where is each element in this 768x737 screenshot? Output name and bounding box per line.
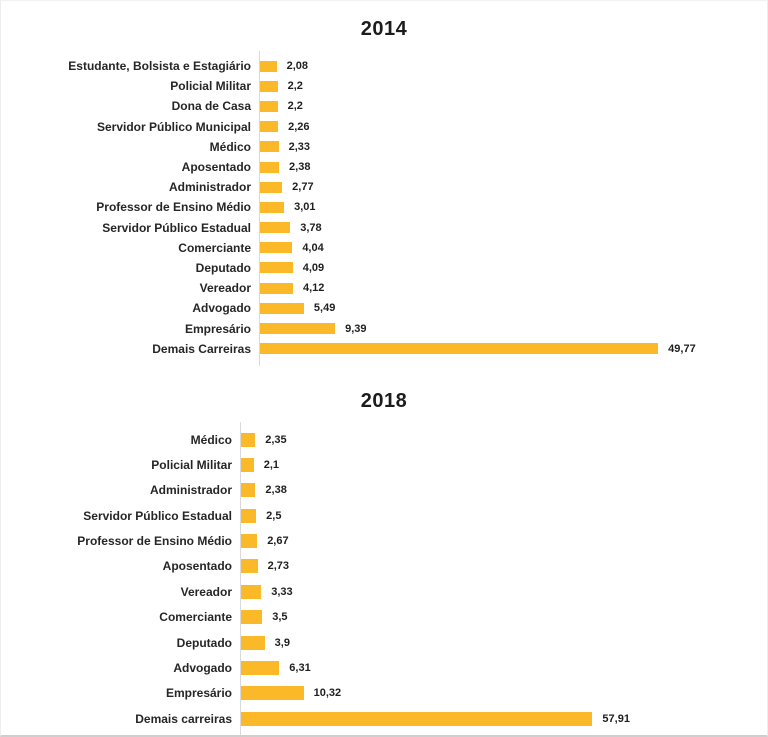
bar-track [260,218,660,238]
bar-track [260,76,660,96]
category-label: Empresário [184,321,251,336]
category-label: Professor de Ensino Médio [96,200,251,215]
chart-title-2018: 2018 [360,389,408,412]
bar [260,242,292,253]
value-label: 2,08 [286,60,309,73]
value-label: 2,73 [267,560,289,573]
chart-row [1,238,767,258]
category-label: Vereador [199,281,251,296]
bar-track [260,318,660,338]
chart-row [1,427,767,452]
value-label: 5,49 [313,302,336,315]
bar [241,712,592,726]
category-label: Estudante, Bolsista e Estagiário [68,59,251,74]
bar [260,323,335,334]
value-label: 2,2 [287,80,303,93]
bar [241,433,255,447]
bar-track [241,452,593,477]
bar-track [241,681,593,706]
bar-track [260,56,660,76]
bar-track [260,197,660,217]
category-label: Dona de Casa [171,99,251,114]
chart-row [1,177,767,197]
category-label: Policial Militar [170,79,251,94]
chart-row [1,630,767,655]
category-label: Empresário [165,686,232,701]
chart-row [1,528,767,553]
bar-track [241,528,593,553]
bar [241,661,279,675]
category-label: Médico [190,432,232,447]
bar [260,101,278,112]
chart-row [1,554,767,579]
chart-2018 [1,359,767,732]
chart-row [1,117,767,137]
bar-track [260,278,660,298]
value-label: 2,38 [289,161,311,174]
bar [260,262,293,273]
bar-track [241,579,593,604]
chart-row [1,706,767,731]
value-label: 3,78 [300,221,322,234]
value-label: 4,12 [302,282,325,295]
bar [260,182,282,193]
value-label: 3,5 [272,611,288,624]
bar-track [260,137,660,157]
value-label: 3,33 [271,585,293,598]
category-label: Médico [209,139,251,154]
value-label: 49,77 [668,342,696,355]
chart-2014-rows [1,56,767,359]
value-label: 2,26 [288,120,310,133]
bar [260,81,278,92]
value-label: 6,31 [289,662,311,675]
chart-row [1,137,767,157]
category-label: Administrador [168,180,251,195]
bar [260,61,277,72]
bar [241,585,261,599]
chart-row [1,278,767,298]
category-label: Policial Militar [151,457,232,472]
chart-row [1,579,767,604]
bar-track [241,706,630,731]
value-label: 4,09 [302,261,325,274]
bar [241,483,255,497]
value-label: 2,38 [265,484,287,497]
chart-2014 [1,1,767,359]
bar-track [260,339,696,359]
bar [260,141,279,152]
bar [260,222,290,233]
category-label: Comerciante [159,610,232,625]
chart-row [1,96,767,116]
bar-track [260,157,660,177]
chart-row [1,76,767,96]
bar-track [241,605,593,630]
chart-row [1,197,767,217]
bar-track [260,177,660,197]
value-label: 57,91 [602,712,630,725]
bar-track [260,298,660,318]
chart-row [1,298,767,318]
bar-track [241,427,593,452]
category-label: Demais Carreiras [152,341,251,356]
chart-row [1,655,767,680]
chart-row [1,157,767,177]
bar-track [260,258,660,278]
value-label: 2,2 [287,100,303,113]
category-label: Deputado [195,260,251,275]
chart-title-2014: 2014 [360,18,408,40]
bar-track [260,238,660,258]
chart-row [1,478,767,503]
value-label: 9,39 [345,322,367,335]
category-label: Servidor Público Municipal [96,119,251,134]
category-label: Demais carreiras [135,711,232,726]
value-label: 2,67 [267,535,289,548]
value-label: 2,5 [266,509,282,522]
bar-track [260,117,660,137]
chart-row [1,218,767,238]
bar-track [241,655,593,680]
value-label: 3,01 [294,201,316,214]
bar-track [241,554,593,579]
chart-row [1,339,767,359]
bar [241,559,258,573]
bar [241,509,256,523]
bar [241,534,257,548]
bar [241,686,304,700]
chart-row [1,605,767,630]
category-label: Administrador [149,483,232,498]
chart-row [1,258,767,278]
chart-row [1,681,767,706]
chart-row [1,503,767,528]
bar [260,283,293,294]
bar-track [241,630,593,655]
bar [241,610,262,624]
category-label: Aposentado [162,559,232,574]
bar [241,458,254,472]
category-label: Comerciante [178,240,251,255]
bar-track [241,503,593,528]
category-label: Professor de Ensino Médio [77,534,232,549]
value-label: 2,1 [263,458,280,471]
bar-track [241,478,593,503]
category-label: Vereador [180,584,232,599]
chart-row [1,452,767,477]
bar [260,303,304,314]
category-label: Servidor Público Estadual [102,220,251,235]
chart-row [1,318,767,338]
bar [260,343,658,354]
chart-row [1,56,767,76]
bar [241,636,265,650]
category-label: Advogado [173,661,232,676]
bar [260,162,279,173]
bar [260,202,284,213]
chart-2018-rows [1,427,767,732]
value-label: 2,77 [292,181,314,194]
category-label: Deputado [176,635,232,650]
value-label: 2,33 [288,140,311,153]
bar-track [260,96,660,116]
bar [260,121,278,132]
category-label: Advogado [192,301,251,316]
value-label: 4,04 [302,241,324,254]
value-label: 3,9 [274,636,290,649]
value-label: 10,32 [313,687,342,700]
value-label: 2,35 [265,433,287,446]
category-label: Servidor Público Estadual [83,508,232,523]
category-label: Aposentado [181,160,251,175]
